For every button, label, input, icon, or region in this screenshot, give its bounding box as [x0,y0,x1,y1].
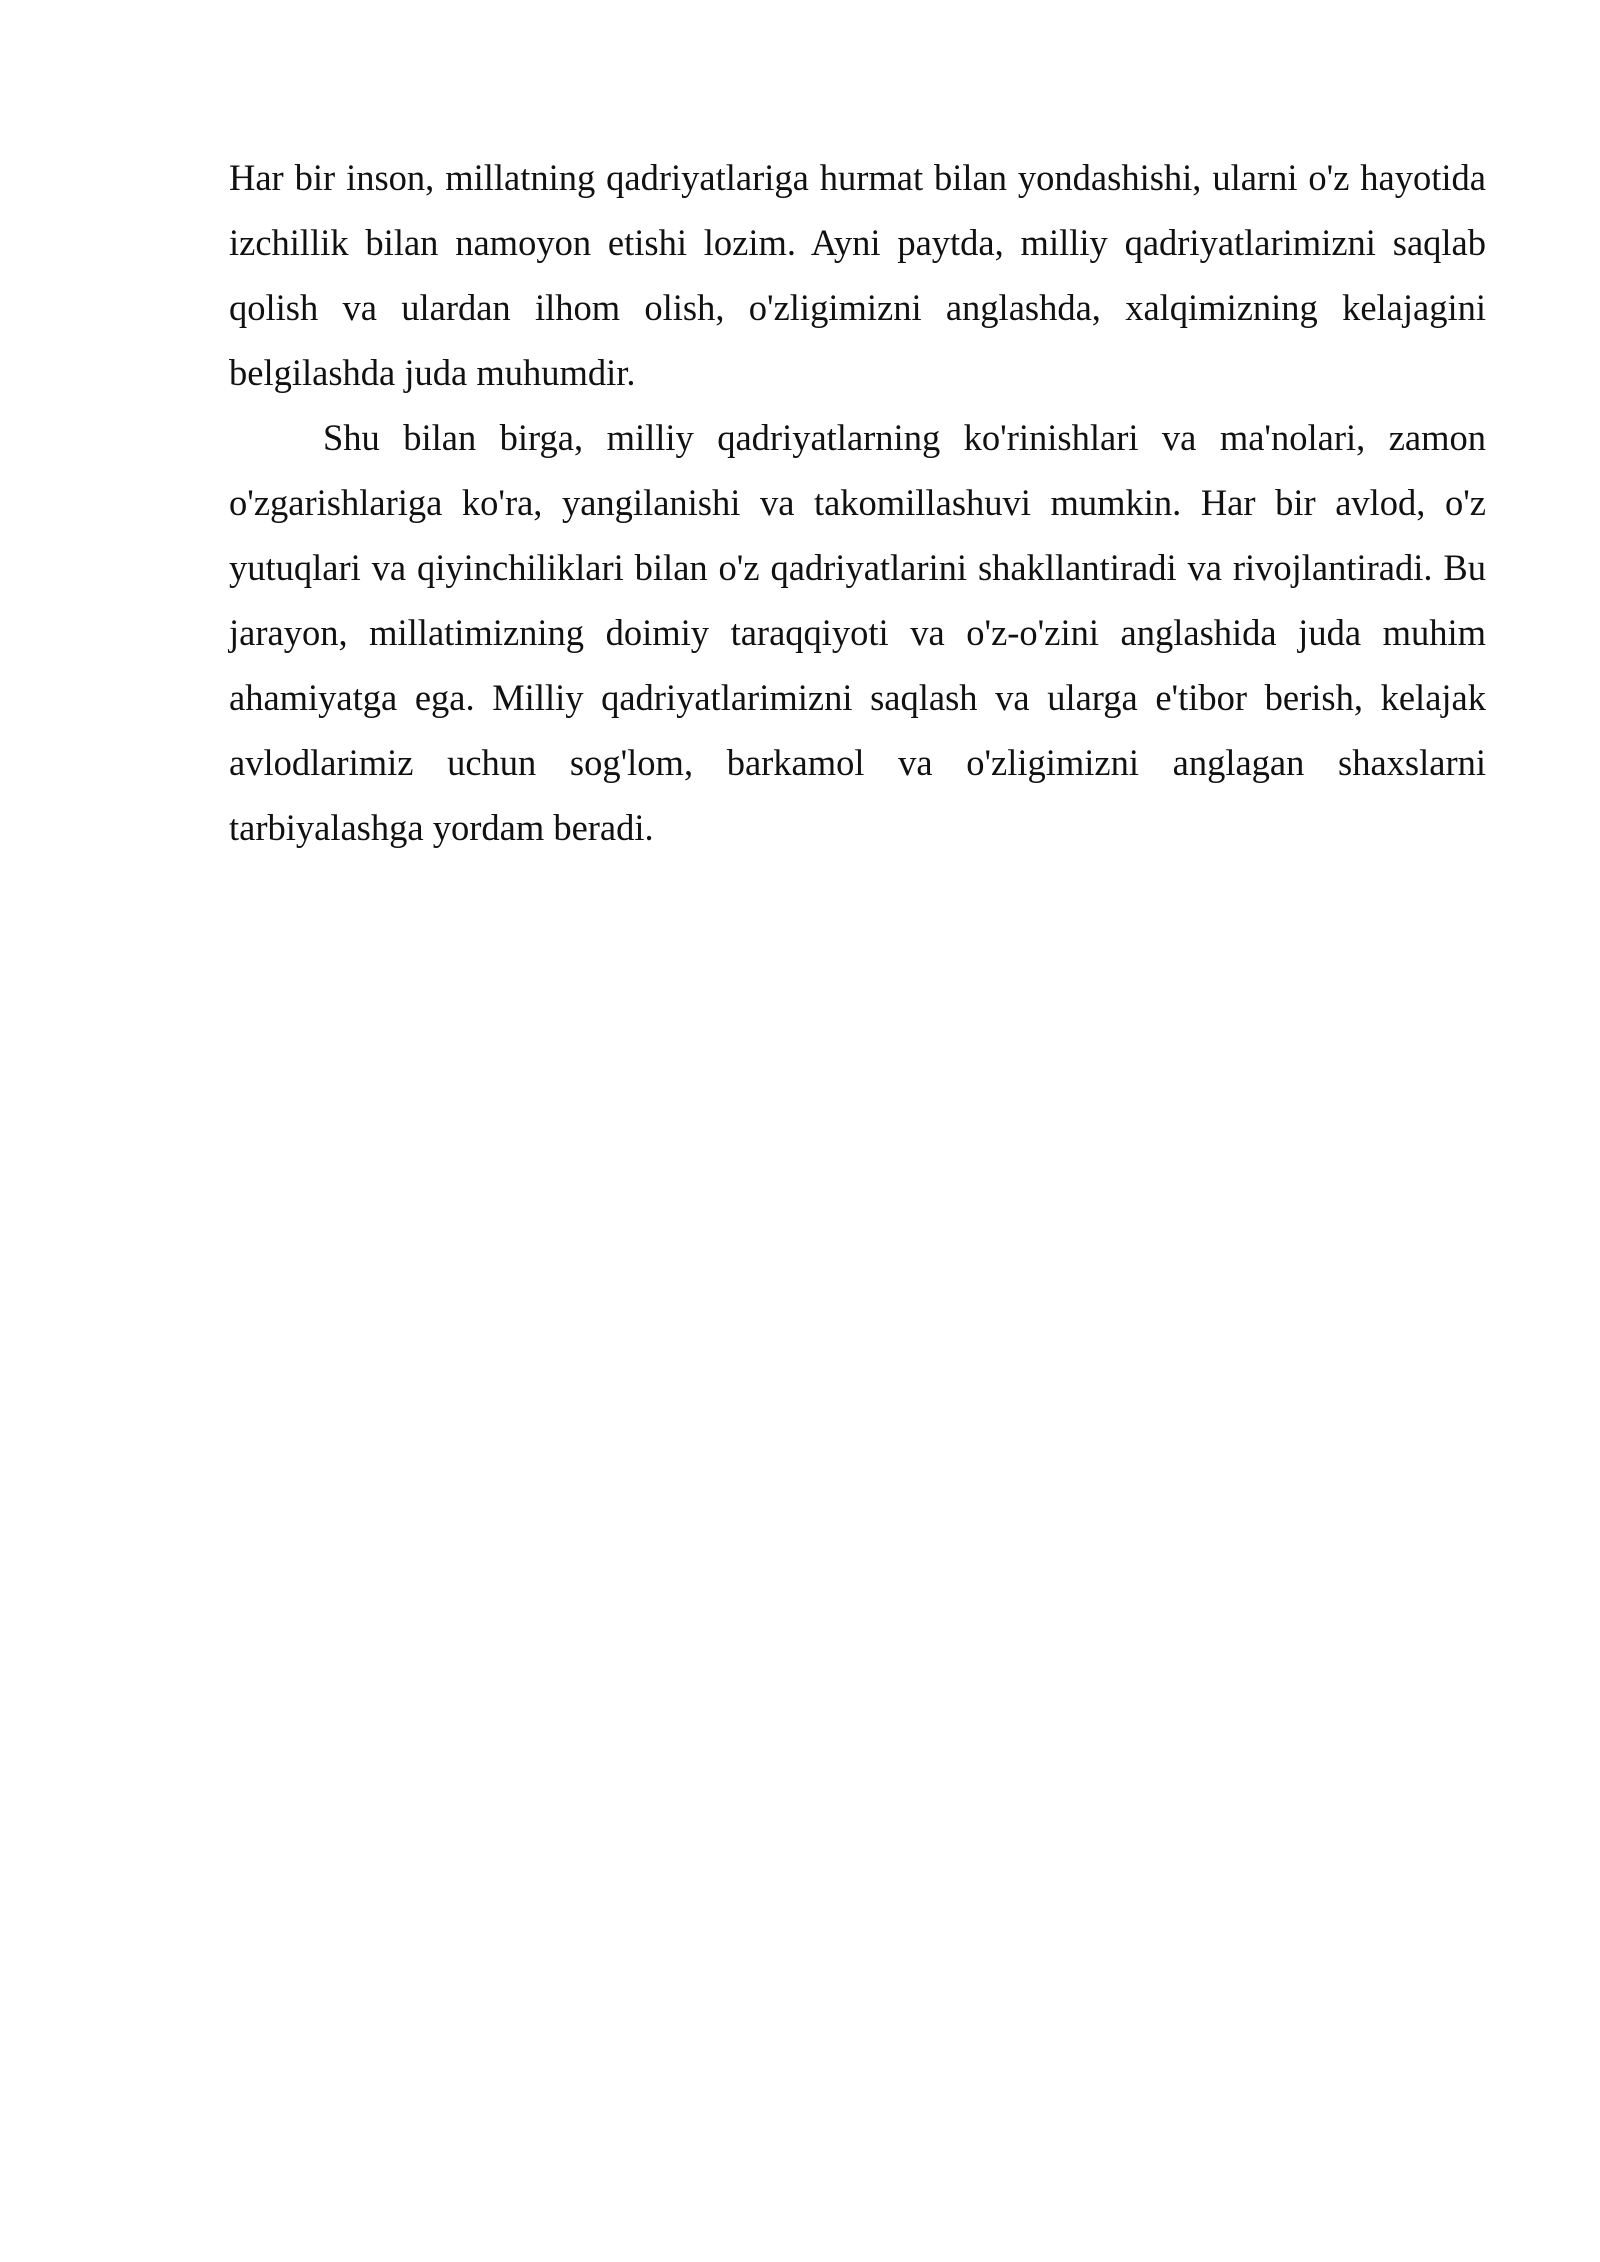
paragraph-2: Shu bilan birga, milliy qadriyatlarning ko'rinishlari va ma'nolari, zamon o'zgarishlariga ko'ra, yangilanishi va takomillashuvi mumkin. Har bir avlod, o'z yutuqlari va qiyinchiliklari bilan o'z qadriyatlarini shakllantiradi va rivojlantiradi. Bu jarayon, millatimizning doimiy taraqqiyoti va o'z-o'zini anglashida juda muhim ahamiyatga ega. Milliy qadriyatlarimizni saqlash va ularga e'tibor berish, kelajak avlodlarimiz uchun sog'lom, barkamol va o'zligimizni anglagan shaxslarni tarbiyalashga yordam beradi. [229,417,1486,848]
paragraph-1: Har bir inson, millatning qadriyatlariga hurmat bilan yondashishi, ularni o'z hayotida izchillik bilan namoyon etishi lozim. Ayni paytda, milliy qadriyatlarimizni saqlab qolish va ulardan ilhom olish, o'zligimizni anglashda, xalqimizning kelajagini belgilashda juda muhumdir. [229,157,1486,393]
document-body [229,145,1486,860]
